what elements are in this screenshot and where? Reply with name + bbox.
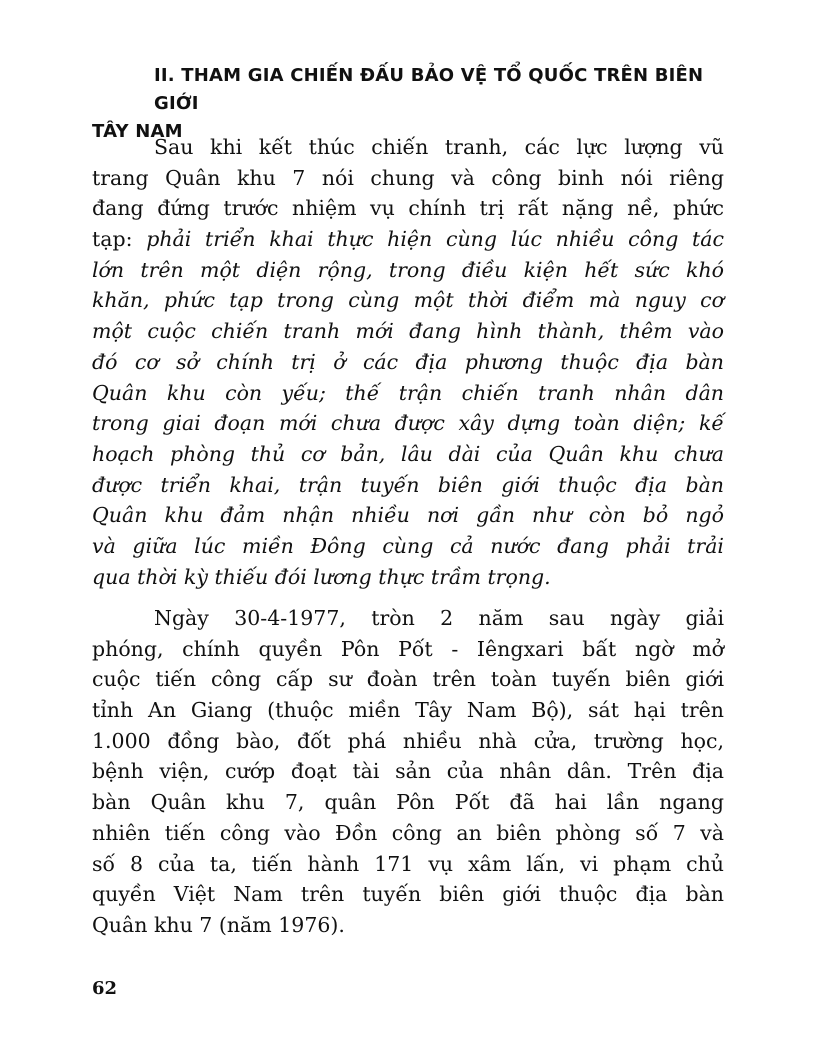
italic-text-line: và giữa lúc miền Đông cùng cả nước đang phải trải xyxy=(92,533,724,558)
italic-text-line: qua thời kỳ thiếu đói lương thực trầm trọng. xyxy=(92,564,551,589)
text-line: 1.000 đồng bào, đốt phá nhiều nhà cửa, trường học, xyxy=(92,728,724,753)
text-line: Ngày 30-4-1977, tròn 2 năm sau ngày giải xyxy=(154,606,724,630)
section-heading-line-2: TÂY NAM xyxy=(92,121,183,142)
italic-text-segment: phải triển khai thực hiện cùng lúc nhiều công tác xyxy=(146,227,724,252)
text-line: đang đứng trước nhiệm vụ chính trị rất nặng nề, phức xyxy=(92,196,724,221)
italic-text-line: lớn trên một diện rộng, trong điều kiện hết sức khó xyxy=(92,257,724,282)
text-line: Quân khu 7 (năm 1976). xyxy=(92,912,345,937)
text-line: quyền Việt Nam trên tuyến biên giới thuộc địa bàn xyxy=(92,882,724,907)
section-heading-line-1: II. THAM GIA CHIẾN ĐẤU BẢO VỆ TỔ QUỐC TRÊN BIÊN GIỚI xyxy=(154,65,704,114)
italic-text-line: hoạch phòng thủ cơ bản, lâu dài của Quân khu chưa xyxy=(92,441,724,466)
text-line: phóng, chính quyền Pôn Pốt - Iêngxari bất ngờ mở xyxy=(92,636,724,661)
paragraph-2 xyxy=(92,603,724,941)
text-line: trang Quân khu 7 nói chung và công binh nói riêng xyxy=(92,165,724,190)
italic-text-line: đó cơ sở chính trị ở các địa phương thuộc địa bàn xyxy=(92,349,724,374)
text-line: cuộc tiến công cấp sư đoàn trên toàn tuyến biên giới xyxy=(92,667,724,692)
italic-text-line: Quân khu còn yếu; thế trận chiến tranh nhân dân xyxy=(92,380,724,405)
page-number: 62 xyxy=(92,978,118,999)
text-line: bệnh viện, cướp đoạt tài sản của nhân dân. Trên địa xyxy=(92,759,724,784)
text-line: Sau khi kết thúc chiến tranh, các lực lượng vũ xyxy=(154,135,724,159)
text-line: tỉnh An Giang (thuộc miền Tây Nam Bộ), sát hại trên xyxy=(92,698,724,723)
paragraph-1 xyxy=(92,132,724,592)
text-line: bàn Quân khu 7, quân Pôn Pốt đã hai lần ngang xyxy=(92,790,724,815)
italic-text-line: được triển khai, trận tuyến biên giới thuộc địa bàn xyxy=(92,472,724,497)
italic-text-line: một cuộc chiến tranh mới đang hình thành, thêm vào xyxy=(92,319,724,344)
italic-text-line: khăn, phức tạp trong cùng một thời điểm mà nguy cơ xyxy=(92,288,724,313)
text-segment: tạp: xyxy=(92,227,133,252)
italic-text-line: trong giai đoạn mới chưa được xây dựng toàn diện; kế xyxy=(92,411,724,436)
text-line: nhiên tiến công vào Đồn công an biên phòng số 7 và xyxy=(92,820,724,845)
italic-text-line: Quân khu đảm nhận nhiều nơi gần như còn bỏ ngỏ xyxy=(92,503,724,528)
text-line-mixed xyxy=(92,224,724,255)
text-line: số 8 của ta, tiến hành 171 vụ xâm lấn, vi phạm chủ xyxy=(92,851,724,876)
